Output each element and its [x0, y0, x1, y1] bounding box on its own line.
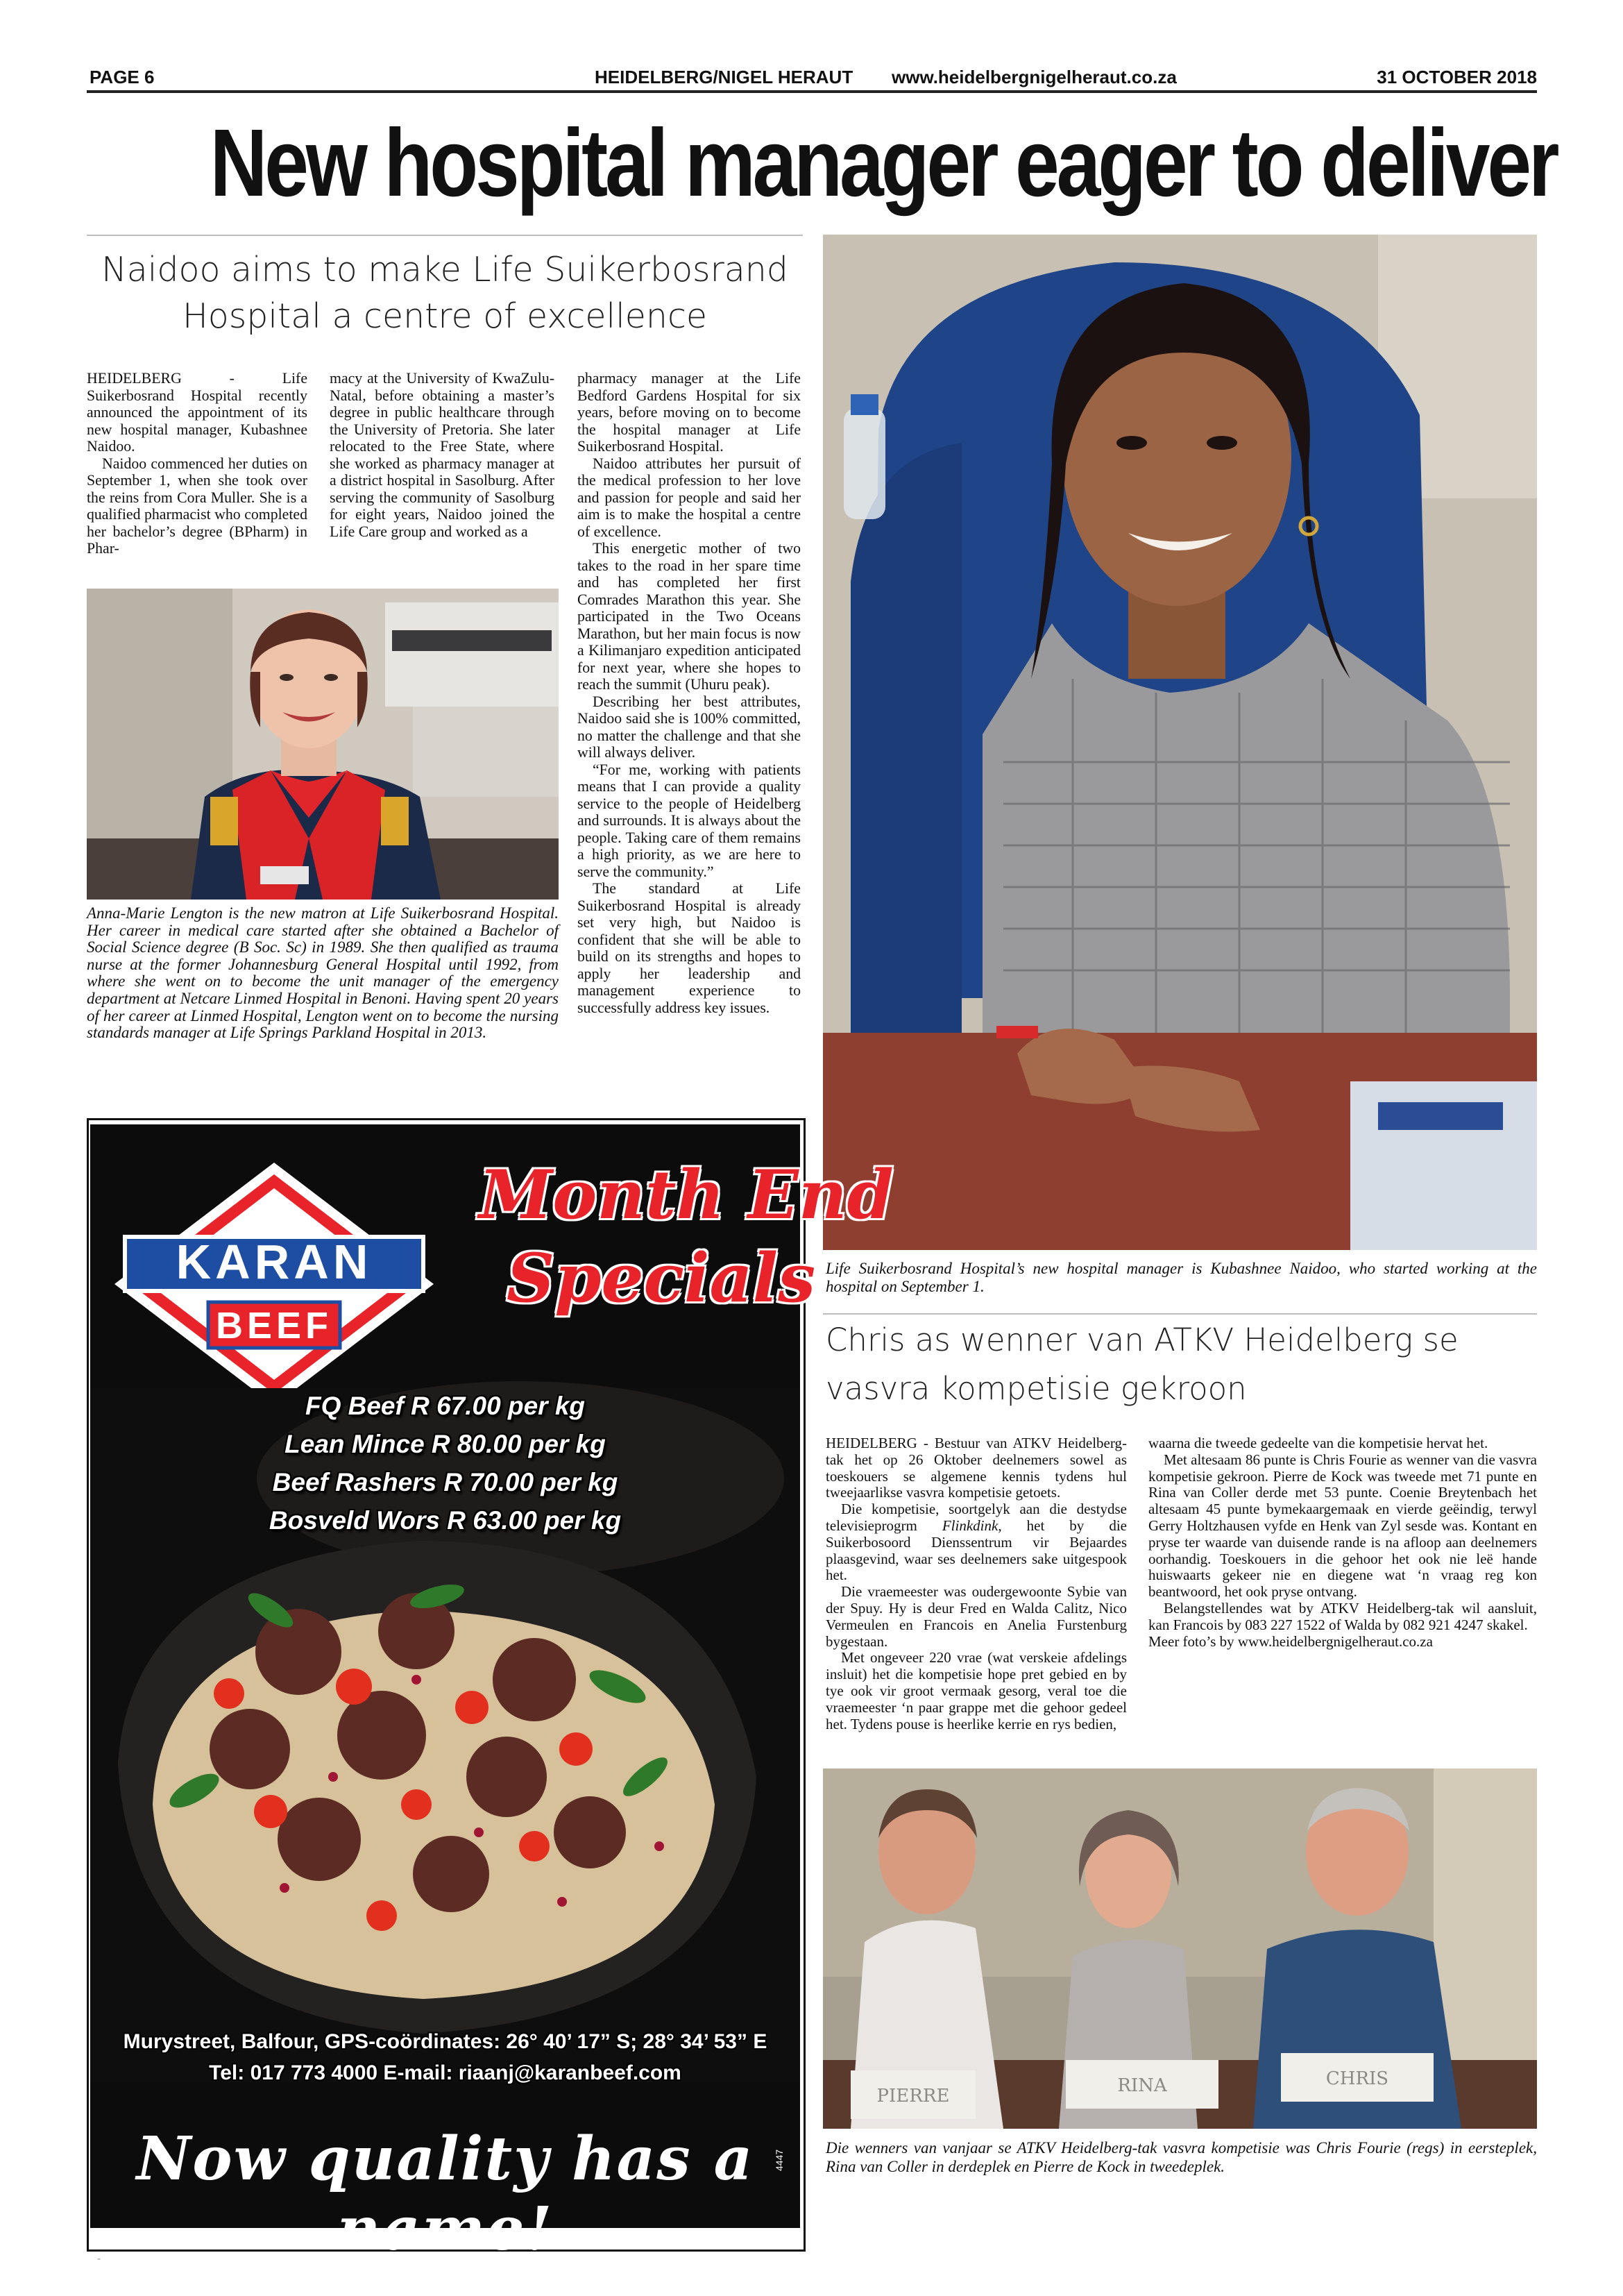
page-number: PAGE 6: [90, 67, 155, 87]
story1-column-1: [87, 370, 307, 557]
issue-date: 31 OCTOBER 2018: [1377, 67, 1537, 87]
subheading-rule: [823, 1313, 1537, 1315]
paragraph: Met ongeveer 220 vrae (wat verskeie afdelings insluit) het die kompetisie hope pret gebied en by tye ook vir groot vermaak gesorg, veral toe die vraemeester ‘n paar grappe met die gehoor gedeel het. Tydens pouse is heerlike kerrie en rys bedien,: [826, 1649, 1127, 1732]
publication-url[interactable]: www.heidelbergnigelheraut.co.za: [892, 67, 1177, 87]
advert-slogan: Now quality has a name!: [136, 2124, 754, 2264]
paragraph: Describing her best attributes, Naidoo said she is 100% committed, no matter the challenge and that she will always deliver.: [577, 693, 801, 761]
matron-photo-illustration: [87, 589, 559, 900]
manager-photo: [823, 235, 1537, 1250]
manager-photo-caption: Life Suikerbosrand Hospital’s new hospital manager is Kubashnee Naidoo, who started working at the hospital on September 1.: [826, 1260, 1537, 1295]
folio-rule: [87, 90, 1537, 93]
paragraph: Naidoo attributes her pursuit of the medical profession to her love and passion for people and said her aim is to make the hospital a centre of excellence.: [577, 455, 801, 540]
paragraph: [826, 1501, 1127, 1584]
text-run: , het by die Suikerbosoord Dienssentrum vir Bejaardes plaasgevind, waar ses deelnemers sake uitgespook het.: [826, 1517, 1128, 1584]
page-headline: New hospital manager eager to deliver: [210, 110, 1557, 217]
paragraph: Naidoo commenced her duties on September 1, when she took over the reins from Cora Muller. She is a qualified pharmacist who completed her bachelor’s degree (BPharm) in Phar-: [87, 455, 307, 557]
price-beef-rashers: Beef Rashers R 70.00 per kg: [272, 1468, 618, 1496]
paragraph: pharmacy manager at the Life Bedford Gardens Hospital for six years, before moving on to become the hospital manager at Life Suikerbosrand Hospital.: [577, 370, 801, 455]
subheading-rule: [87, 235, 803, 236]
month-end-heading: Month End: [479, 1156, 894, 1234]
advert-code: 4447: [774, 2149, 785, 2171]
publication-name: HEIDELBERG/NIGEL HERAUT: [595, 67, 853, 87]
price-lean-mince: Lean Mince R 80.00 per kg: [284, 1430, 606, 1458]
winners-photo-caption: Die wenners van vanjaar se ATKV Heidelberg-tak vasvra kompetisie was Chris Fourie (regs) in eersteplek, Rina van Coller in derdeplek en Pierre de Kock in tweedeplek.: [826, 2139, 1537, 2175]
paragraph: This energetic mother of two takes to the road in her spare time and has completed her first Comrades Marathon this year. She participated in the Two Oceans Marathon, but her main focus is now a Kilimanjaro expedition anticipated for next year, where she hopes to reach the summit (Uhuru peak).: [577, 540, 801, 693]
logo-brand-karan: KARAN: [176, 1235, 373, 1289]
programme-title: Flinkdink: [942, 1517, 999, 1534]
story1-subheading: Naidoo aims to make Life Suikerbosrand Hospital a centre of excellence: [101, 250, 788, 336]
logo-brand-beef: BEEF: [215, 1305, 333, 1347]
winners-photo: [823, 1769, 1537, 2129]
story1-column-2: [330, 370, 554, 540]
story2-subheading: Chris as wenner van ATKV Heidelberg se vasvra kompetisie gekroon: [826, 1322, 1459, 1407]
nameplate-pierre: PIERRE: [876, 2086, 950, 2107]
nameplate-rina: RINA: [1117, 2075, 1167, 2096]
paragraph: macy at the University of KwaZulu-Natal, before obtaining a master’s degree in public healthcare through the University of Pretoria. She later relocated to the Free State, where she worked as pharmacy manager at a district hospital in Sasolburg. After serving the community of Sasolburg for eight years, Naidoo joined the Life Care group and worked as a: [330, 370, 554, 540]
matron-photo: [87, 589, 559, 900]
winners-photo-illustration: [823, 1769, 1537, 2129]
paragraph: Die vraemeester was oudergewoonte Sybie van der Spuy. Hy is deur Fred en Walda Calitz, Nico Vermeulen en Francois en Anelia Furstenburg bygestaan.: [826, 1583, 1127, 1650]
karan-beef-logo: [111, 1159, 437, 1409]
nameplate-chris: CHRIS: [1325, 2068, 1389, 2089]
paragraph: “For me, working with patients means that I can provide a quality service to the people of Heidelberg and surrounds. It is always about the people. Taking care of them remains a high priority, as we are here to serve the community.”: [577, 761, 801, 880]
karan-beef-advert[interactable]: [90, 1124, 894, 2264]
paragraph: HEIDELBERG - Life Suikerbosrand Hospital recently announced the appointment of its new hospital manager, Kubashnee Naidoo.: [87, 370, 307, 455]
folio-bar: [87, 64, 1537, 90]
story2-column-1: [826, 1435, 1127, 1732]
page-mark: -: [97, 2253, 101, 2265]
paragraph: waarna die tweede gedeelte van die kompetisie hervat het.: [1148, 1435, 1488, 1451]
advert-address: Murystreet, Balfour, GPS-coördinates: 26° 40’ 17” S; 28° 34’ 53” E: [123, 2030, 767, 2053]
more-photos-link[interactable]: Meer foto’s by www.heidelbergnigelheraut.co.za: [1148, 1632, 1433, 1650]
story1-column-3: [577, 370, 801, 1016]
paragraph: HEIDELBERG - Bestuur van ATKV Heidelberg-tak het op 26 Oktober deelnemers sowel as toeskouers se algemene kennis tydens hul tweejaarlikse vasvra kompetisie getoets.: [826, 1435, 1127, 1501]
price-bosveld-wors: Bosveld Wors R 63.00 per kg: [269, 1506, 622, 1535]
story2-column-2: [1148, 1435, 1537, 1650]
manager-photo-illustration: [823, 235, 1537, 1250]
paragraph: Met altesaam 86 punte is Chris Fourie as wenner van die vasvra kompetisie gekroon. Pierre de Kock was tweede met 71 punte en Rina van Coller derde met 53 punte. Coenie Breytenbach het altesaam 45 punte bymekaargemaak en vierde geëindig, terwyl Gerry Holtzhausen vyfde en Henk van Zyl sesde was. Kontant en pryse ter waarde van duisende rande is na afloop aan deelnemers oorhandig. Toeskouers in die gehoor het ook nie leë hande huiswaarts gekeer nie en diegene wat ‘n vraag reg kon beantwoord, het ook pryse ontvang.: [1148, 1451, 1537, 1601]
specials-heading: Specials: [507, 1239, 816, 1317]
text-run: Die kompetisie, soortgelyk aan die destydse televisieprogrm: [826, 1501, 1127, 1534]
price-fq-beef: FQ Beef R 67.00 per kg: [305, 1392, 586, 1420]
matron-photo-caption: Anna-Marie Lengton is the new matron at Life Suikerbosrand Hospital. Her career in medical care started after she obtained a Bachelor of Social Science degree (B Soc. Sc) in 1989. She then qualified as trauma nurse at the former Johannesburg General Hospital until 1992, from where she went on to become the unit manager of the emergency department at Netcare Linmed Hospital in Benoni. Having spent 20 years of her career at Linmed Hospital, Lengton went on to become the nursing standards manager at Life Springs Parkland Hospital in 2013.: [87, 904, 559, 1042]
paragraph: The standard at Life Suikerbosrand Hospital is already set very high, but Naidoo is confident that she will be able to build on its strengths and hopes to apply her leadership and management experience to successfully address key issues.: [577, 880, 801, 1016]
paragraph: Belangstellendes wat by ATKV Heidelberg-tak wil aansluit, kan Francois by 083 227 1522 of Walda by 082 921 4247 skakel.: [1148, 1599, 1537, 1633]
advert-contact[interactable]: Tel: 017 773 4000 E-mail: riaanj@karanbeef.com: [209, 2061, 681, 2084]
